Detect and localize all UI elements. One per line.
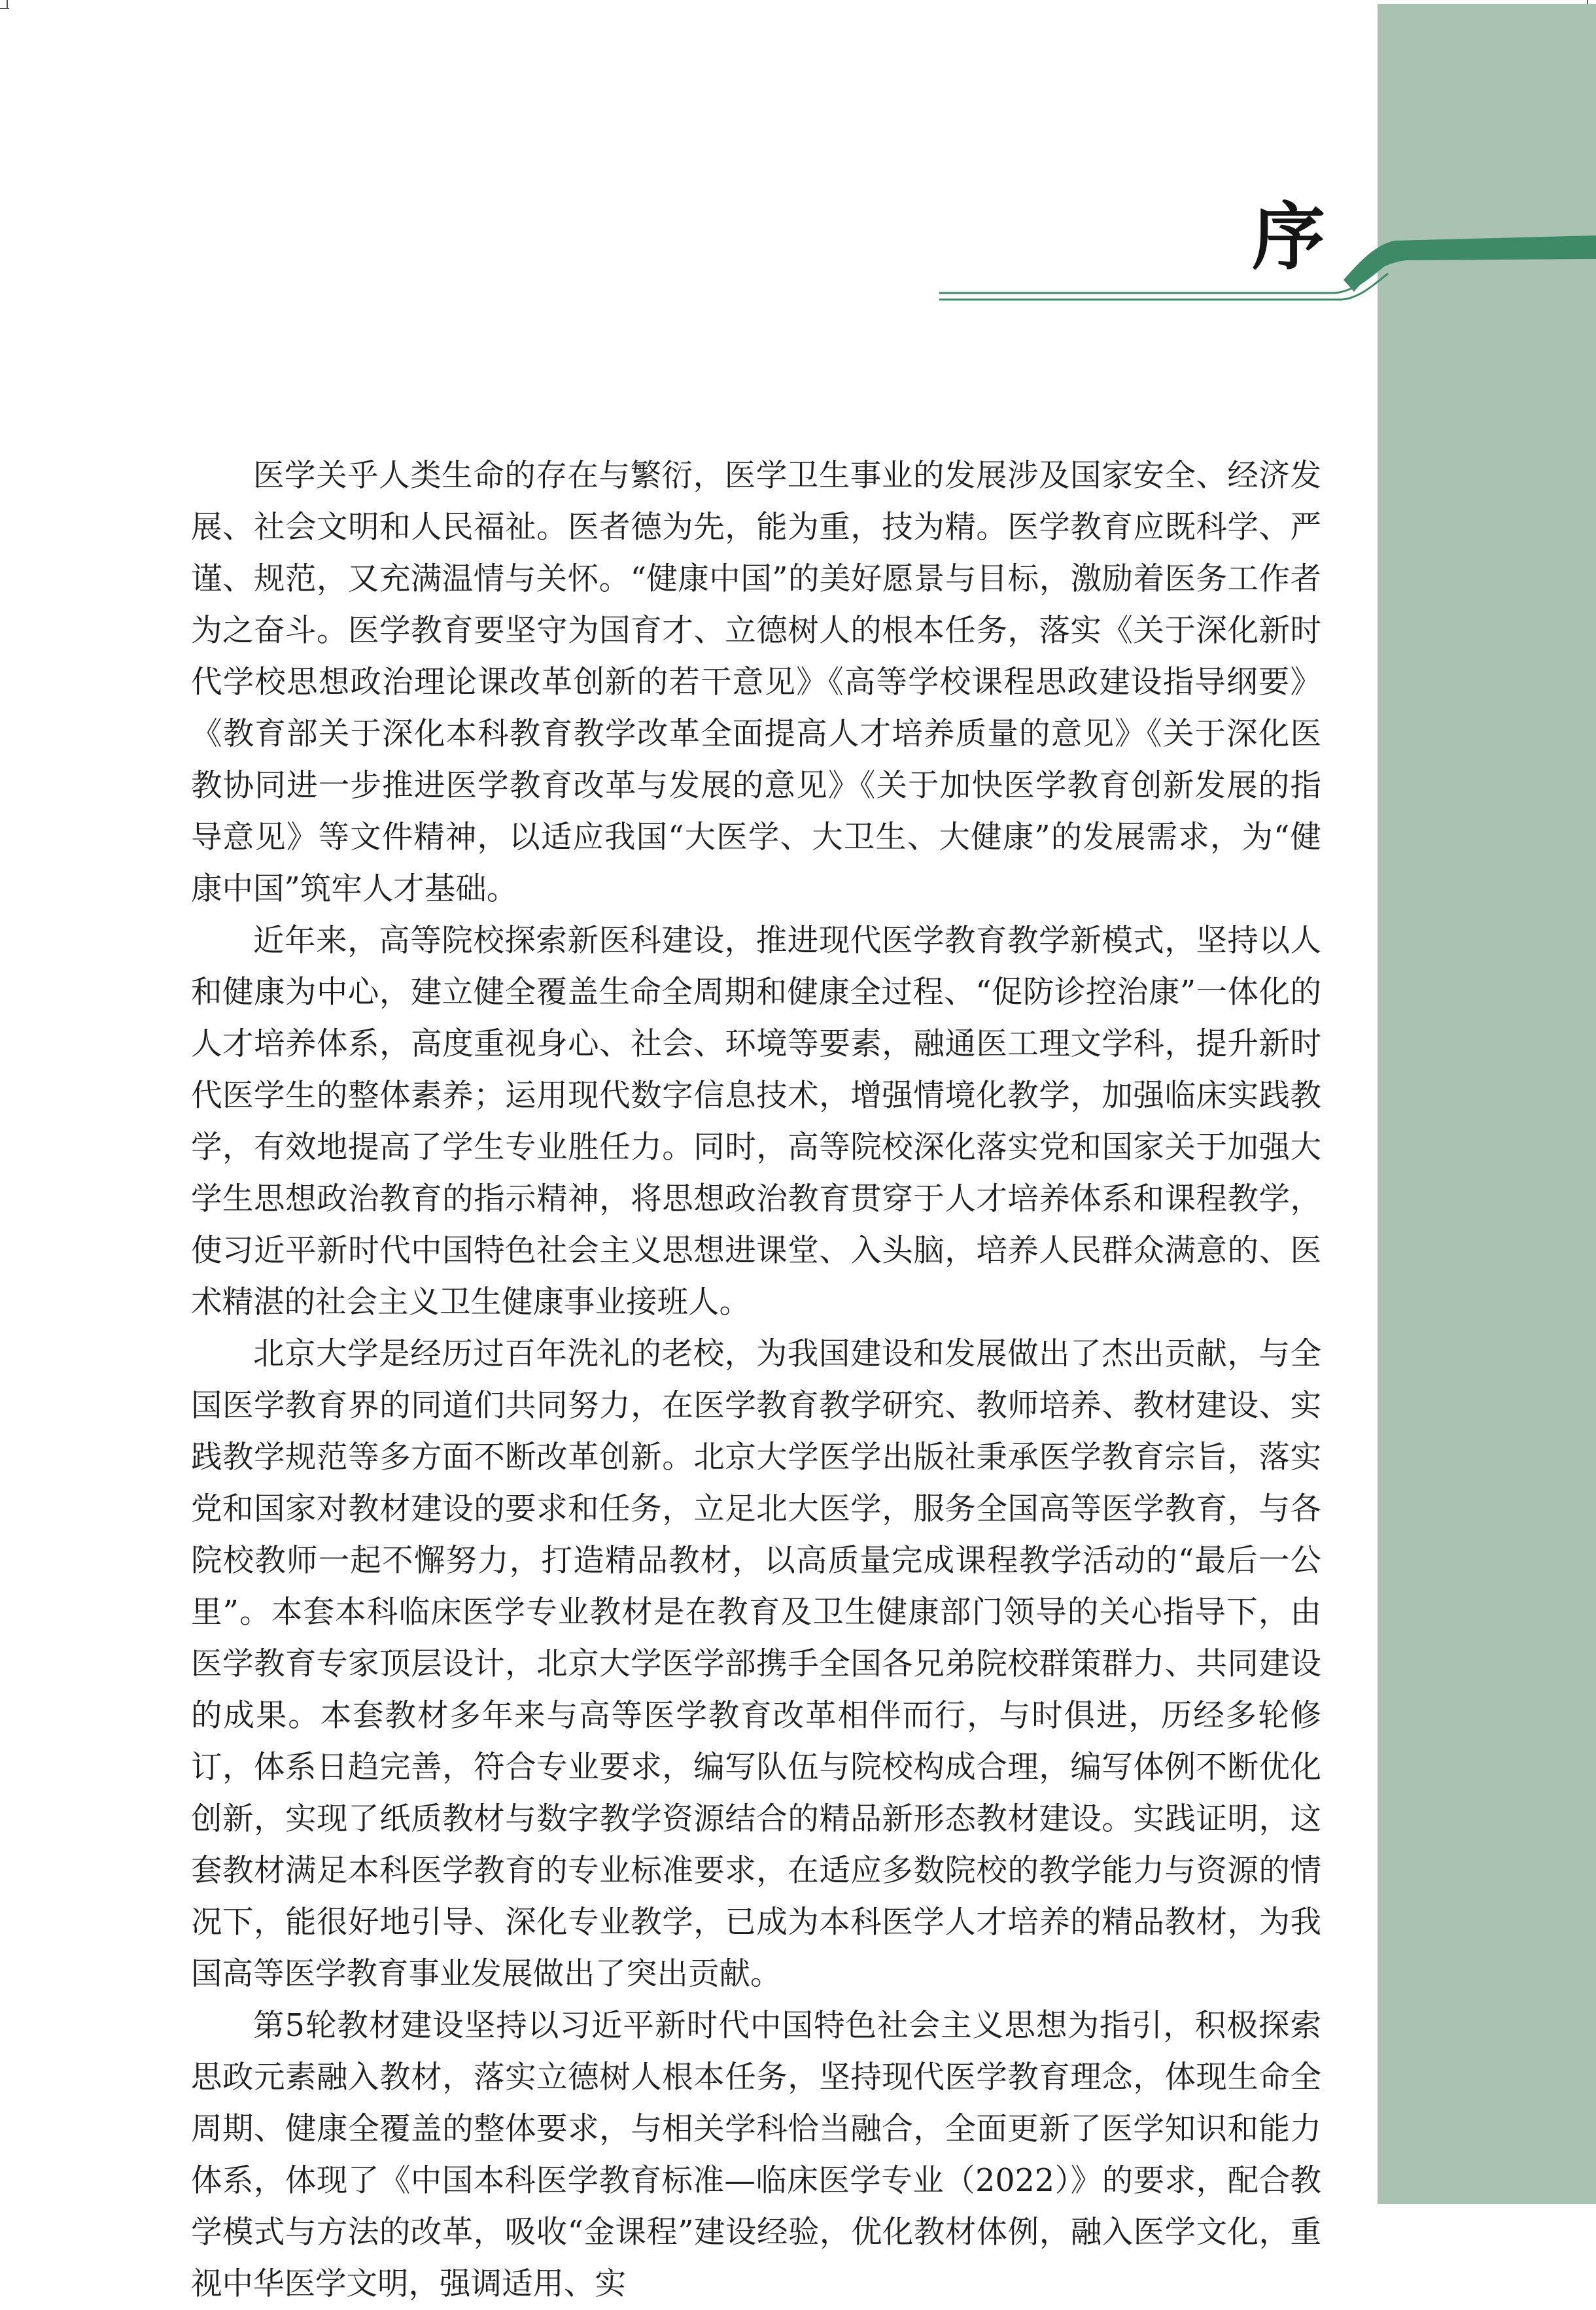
ornament-ribbon: [1344, 235, 1596, 292]
paragraph: 北京大学是经历过百年洗礼的老校，为我国建设和发展做出了杰出贡献，与全国医学教育界的同道们共同努力，在医学教育教学研究、教师培养、教材建设、实践教学规范等多方面不断改革创新。北京大学医学出版社秉承医学教育宗旨，落实党和国家对教材建设的要求和任务，立足北大医学，服务全国高等医学教育，与各院校教师一起不懈努力，打造精品教材，以高质量完成课程教学活动的“最后一公里”。本套本科临床医学专业教材是在教育及卫生健康部门领导的关心指导下，由医学教育专家顶层设计，北京大学医学部携手全国各兄弟院校群策群力、共同建设的成果。本套教材多年来与高等医学教育改革相伴而行，与时俱进，历经多轮修订，体系日趋完善，符合专业要求，编写队伍与院校构成合理，编写体例不断优化创新，实现了纸质教材与数字教学资源结合的精品新形态教材建设。实践证明，这套教材满足本科医学教育的专业标准要求，在适应多数院校的教学能力与资源的情况下，能很好地引导、深化专业教学，已成为本科医学人才培养的精品教材，为我国高等医学教育事业发展做出了突出贡献。: [191, 1336, 1321, 1992]
body-text: [191, 450, 1321, 2310]
paragraph: 医学关乎人类生命的存在与繁衍，医学卫生事业的发展涉及国家安全、经济发展、社会文明和人民福祉。医者德为先，能为重，技为精。医学教育应既科学、严谨、规范，又充满温情与关怀。“健康中国”的美好愿景与目标，激励着医务工作者为之奋斗。医学教育要坚守为国育才、立德树人的根本任务，落实《关于深化新时代学校思想政治理论课改革创新的若干意见》《高等学校课程思政建设指导纲要》《教育部关于深化本科教育教学改革全面提高人才培养质量的意见》《关于深化医教协同进一步推进医学教育改革与发展的意见》《关于加快医学教育创新发展的指导意见》等文件精神，以适应我国“大医学、大卫生、大健康”的发展需求，为“健康中国”筑牢人才基础。: [191, 458, 1321, 907]
paragraph: 第5轮教材建设坚持以习近平新时代中国特色社会主义思想为指引，积极探索思政元素融入教材，落实立德树人根本任务，坚持现代医学教育理念，体现生命全周期、健康全覆盖的整体要求，与相关学科恰当融合，全面更新了医学知识和能力体系，体现了《中国本科医学教育标准—临床医学专业（2022）》的要求，配合教学模式与方法的改革，吸收“金课程”建设经验，优化教材体例，融入医学文化，重视中华医学文明，强调适用、实: [191, 2008, 1321, 2302]
page-title: 序: [1252, 195, 1325, 280]
heading-ornament: [0, 0, 1596, 340]
paragraph: 近年来，高等院校探索新医科建设，推进现代医学教育教学新模式，坚持以人和健康为中心，建立健全覆盖生命全周期和健康全过程、“促防诊控治康”一体化的人才培养体系，高度重视身心、社会、环境等要素，融通医工理文学科，提升新时代医学生的整体素养；运用现代数字信息技术，增强情境化教学，加强临床实践教学，有效地提高了学生专业胜任力。同时，高等院校深化落实党和国家关于加强大学生思想政治教育的指示精神，将思想政治教育贯穿于人才培养体系和课程教学，使习近平新时代中国特色社会主义思想进课堂、入头脑，培养人民群众满意的、医术精湛的社会主义卫生健康事业接班人。: [191, 923, 1321, 1320]
